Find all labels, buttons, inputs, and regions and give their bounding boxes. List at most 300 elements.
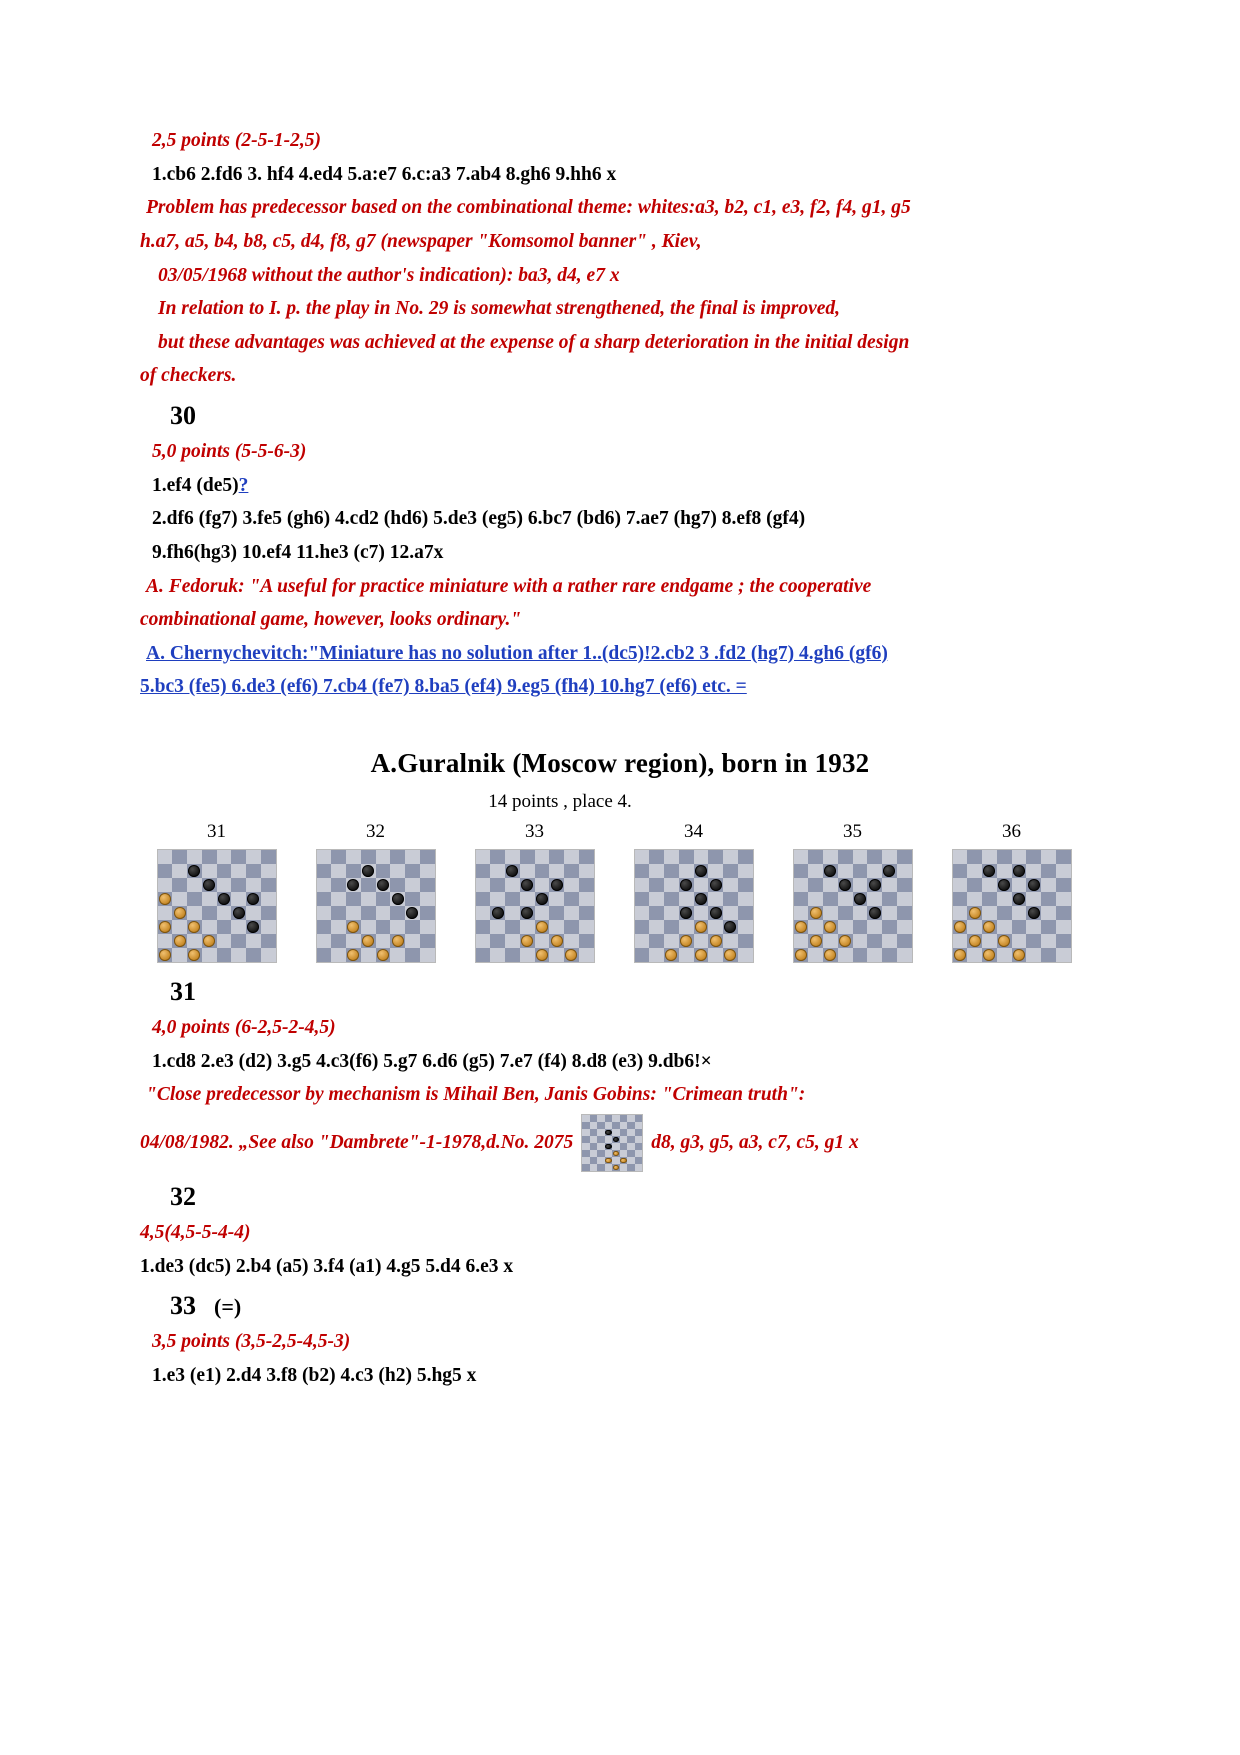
black-checker-piece (392, 893, 404, 904)
board-square (867, 920, 882, 934)
question-mark-30: ? (238, 474, 249, 496)
white-checker-piece (159, 921, 171, 932)
board-square (390, 920, 405, 934)
board-square (997, 892, 1012, 906)
board-square (476, 934, 491, 948)
white-checker-piece (188, 921, 200, 932)
board-square (376, 878, 391, 892)
board-square (897, 864, 912, 878)
board-square (520, 892, 535, 906)
board-square (627, 1129, 635, 1136)
black-checker-piece (1028, 907, 1040, 918)
board-square (982, 878, 997, 892)
board-square (535, 948, 550, 962)
board-square (549, 906, 564, 920)
board-square (708, 934, 723, 948)
board-square (535, 920, 550, 934)
problem-number-33-text: 33 (170, 1291, 196, 1321)
board-square (708, 920, 723, 934)
board-square (635, 1129, 643, 1136)
board-square (627, 1164, 635, 1171)
board-square (317, 864, 332, 878)
board-square (476, 878, 491, 892)
checkers-board-32 (316, 849, 436, 963)
board-square (867, 906, 882, 920)
white-checker-piece (188, 949, 200, 960)
white-checker-piece (377, 949, 389, 960)
board-square (897, 878, 912, 892)
author-title: A.Guralnik (Moscow region), born in 1932 (370, 748, 870, 778)
white-checker-piece (565, 949, 577, 960)
board-square (420, 906, 435, 920)
board-square (882, 850, 897, 864)
diagram-32 (309, 821, 442, 963)
board-square (1056, 934, 1071, 948)
board-square (590, 1143, 598, 1150)
board-square (582, 1122, 590, 1129)
board-square (612, 1129, 620, 1136)
board-square (649, 892, 664, 906)
board-square (505, 920, 520, 934)
board-square (390, 892, 405, 906)
board-square (808, 920, 823, 934)
board-square (1012, 878, 1027, 892)
board-square (549, 850, 564, 864)
white-checker-piece (998, 935, 1010, 946)
board-square (579, 948, 594, 962)
board-square (217, 850, 232, 864)
board-square (649, 920, 664, 934)
board-square (346, 906, 361, 920)
board-square (1041, 864, 1056, 878)
move-line-30-3: 9.fh6(hg3) 10.ef4 11.he3 (c7) 12.a7x (152, 541, 444, 563)
board-square (331, 878, 346, 892)
board-square (564, 878, 579, 892)
board-square (361, 864, 376, 878)
comment-line-29-2: h.a7, a5, b4, b8, c5, d4, f8, g7 (newspaper "Komsomol banner" , Kiev, (140, 230, 702, 252)
board-square (158, 906, 173, 920)
black-checker-piece (695, 893, 707, 904)
board-square (158, 948, 173, 962)
board-square (897, 920, 912, 934)
board-square (694, 850, 709, 864)
board-square (635, 892, 650, 906)
board-square (582, 1150, 590, 1157)
board-square (738, 864, 753, 878)
board-square (967, 878, 982, 892)
board-square (823, 920, 838, 934)
board-square (597, 1129, 605, 1136)
points-line-33: 3,5 points (3,5-2,5-4,5-3) (152, 1331, 351, 1353)
board-square (405, 906, 420, 920)
board-square (331, 906, 346, 920)
board-square (967, 934, 982, 948)
board-square (997, 864, 1012, 878)
black-checker-piece (247, 893, 259, 904)
board-square (635, 1150, 643, 1157)
board-square (708, 864, 723, 878)
board-square (317, 878, 332, 892)
board-square (953, 892, 968, 906)
board-square (664, 906, 679, 920)
white-checker-piece (983, 949, 995, 960)
board-square (476, 850, 491, 864)
board-square (953, 878, 968, 892)
board-square (808, 906, 823, 920)
board-square (882, 864, 897, 878)
board-square (635, 1157, 643, 1164)
board-square (1012, 920, 1027, 934)
board-square (708, 892, 723, 906)
board-square (635, 1115, 643, 1122)
white-checker-piece (695, 949, 707, 960)
board-square (405, 948, 420, 962)
board-square (361, 906, 376, 920)
board-square (261, 948, 276, 962)
comment-line-29-5: but these advantages was achieved at the expense of a sharp deterioration in the initial design (158, 331, 910, 353)
white-checker-piece (983, 921, 995, 932)
board-square (649, 878, 664, 892)
board-square (579, 920, 594, 934)
blue-line-30-2: 5.bc3 (fe5) 6.de3 (ef6) 7.cb4 (fe7) 8.ba5 (ef4) 9.eg5 (fh4) 10.hg7 (ef6) etc. = (140, 676, 747, 698)
black-checker-piece (1013, 865, 1025, 876)
board-square (361, 934, 376, 948)
board-square (490, 948, 505, 962)
board-square (579, 892, 594, 906)
move-line-30-1 (140, 471, 1100, 501)
board-square (158, 850, 173, 864)
board-square (838, 920, 853, 934)
board-square (202, 920, 217, 934)
board-square (582, 1129, 590, 1136)
black-checker-piece (1028, 879, 1040, 890)
diagram-34 (627, 821, 760, 963)
board-square (694, 948, 709, 962)
board-square (605, 1150, 613, 1157)
white-checker-piece (969, 907, 981, 918)
black-checker-piece (605, 1130, 611, 1136)
white-checker-piece (1013, 949, 1025, 960)
black-checker-piece (406, 907, 418, 918)
points-line-29: 2,5 points (2-5-1-2,5) (152, 130, 321, 151)
board-square (1056, 906, 1071, 920)
black-checker-piece (854, 893, 866, 904)
board-square (679, 892, 694, 906)
board-square (738, 920, 753, 934)
board-square (967, 850, 982, 864)
board-square (612, 1136, 620, 1143)
black-checker-piece (983, 865, 995, 876)
board-square (505, 948, 520, 962)
board-square (590, 1164, 598, 1171)
board-square (627, 1150, 635, 1157)
white-checker-piece (824, 921, 836, 932)
problem-33-equals: (=) (214, 1294, 242, 1320)
board-square (794, 920, 809, 934)
checkers-board-36 (952, 849, 1072, 963)
move-line-32: 1.de3 (dc5) 2.b4 (a5) 3.f4 (a1) 4.g5 5.d4 6.e3 x (140, 1255, 514, 1277)
board-square (664, 920, 679, 934)
board-square (612, 1122, 620, 1129)
black-checker-piece (869, 879, 881, 890)
board-square (897, 906, 912, 920)
diagram-row (150, 821, 1100, 963)
board-square (346, 850, 361, 864)
board-square (808, 878, 823, 892)
board-square (853, 948, 868, 962)
board-square (346, 878, 361, 892)
board-square (694, 892, 709, 906)
board-square (579, 878, 594, 892)
board-square (708, 878, 723, 892)
board-square (535, 892, 550, 906)
board-square (172, 906, 187, 920)
board-square (202, 878, 217, 892)
board-square (246, 920, 261, 934)
board-square (202, 864, 217, 878)
board-square (679, 920, 694, 934)
problem-number-32: 32 (170, 1181, 196, 1211)
board-square (187, 878, 202, 892)
board-square (317, 906, 332, 920)
board-square (1041, 934, 1056, 948)
board-square (490, 892, 505, 906)
board-square (520, 864, 535, 878)
board-square (867, 934, 882, 948)
board-square (505, 892, 520, 906)
board-square (794, 948, 809, 962)
board-square (376, 920, 391, 934)
white-checker-piece (536, 949, 548, 960)
board-square (808, 864, 823, 878)
board-square (535, 850, 550, 864)
board-square (794, 906, 809, 920)
white-checker-piece (680, 935, 692, 946)
board-square (723, 850, 738, 864)
board-square (1041, 948, 1056, 962)
black-checker-piece (362, 865, 374, 876)
board-square (158, 920, 173, 934)
board-square (490, 850, 505, 864)
board-square (535, 878, 550, 892)
board-square (1056, 864, 1071, 878)
board-square (738, 850, 753, 864)
move-text-30-1: 1.ef4 (de5) (152, 474, 239, 496)
checkers-board-34 (634, 849, 754, 963)
board-square (853, 864, 868, 878)
board-square (967, 864, 982, 878)
points-line-30: 5,0 points (5-5-6-3) (152, 441, 307, 462)
board-square (346, 864, 361, 878)
problem-number-33 (170, 1291, 1100, 1321)
comment-line-31: "Close predecessor by mechanism is Mihail Ben, Janis Gobins: "Crimean truth": (146, 1084, 806, 1106)
board-square (723, 864, 738, 878)
board-square (694, 864, 709, 878)
white-checker-piece (159, 893, 171, 904)
board-square (564, 948, 579, 962)
board-square (635, 920, 650, 934)
diagram-label-35: 35 (843, 821, 862, 842)
points-line-32: 4,5(4,5-5-4-4) (140, 1221, 251, 1243)
board-square (649, 864, 664, 878)
author-subtitle: 14 points , place 4. (488, 791, 632, 812)
board-square (582, 1136, 590, 1143)
board-square (1056, 850, 1071, 864)
board-square (664, 878, 679, 892)
board-square (997, 878, 1012, 892)
board-square (535, 934, 550, 948)
board-square (694, 878, 709, 892)
board-square (794, 864, 809, 878)
board-square (612, 1115, 620, 1122)
black-checker-piece (218, 893, 230, 904)
board-square (838, 906, 853, 920)
board-square (390, 948, 405, 962)
board-square (605, 1157, 613, 1164)
board-square (982, 948, 997, 962)
board-square (490, 864, 505, 878)
black-checker-piece (506, 865, 518, 876)
board-square (202, 850, 217, 864)
board-square (590, 1150, 598, 1157)
predecessor-line-31 (140, 1114, 1100, 1172)
board-square (405, 878, 420, 892)
board-square (420, 864, 435, 878)
board-square (838, 934, 853, 948)
board-square (172, 934, 187, 948)
board-square (620, 1115, 628, 1122)
board-square (172, 948, 187, 962)
board-square (620, 1150, 628, 1157)
board-square (1041, 920, 1056, 934)
board-square (635, 850, 650, 864)
black-checker-piece (839, 879, 851, 890)
board-square (490, 878, 505, 892)
comment-line-29-3: 03/05/1968 without the author's indication): ba3, d4, e7 x (158, 264, 620, 286)
board-square (317, 892, 332, 906)
white-checker-piece (203, 935, 215, 946)
diagram-31 (150, 821, 283, 963)
black-checker-piece (680, 879, 692, 890)
board-square (420, 892, 435, 906)
board-square (172, 864, 187, 878)
board-square (420, 948, 435, 962)
board-square (882, 920, 897, 934)
board-square (172, 892, 187, 906)
board-square (564, 864, 579, 878)
board-square (1026, 920, 1041, 934)
white-checker-piece (551, 935, 563, 946)
board-square (582, 1115, 590, 1122)
black-checker-piece (233, 907, 245, 918)
board-square (620, 1164, 628, 1171)
checkers-board-35 (793, 849, 913, 963)
board-square (520, 850, 535, 864)
board-square (708, 850, 723, 864)
board-square (317, 920, 332, 934)
diagram-label-31: 31 (207, 821, 226, 842)
board-square (420, 850, 435, 864)
board-square (246, 892, 261, 906)
comment-line-29-6: of checkers. (140, 365, 237, 387)
points-line-31: 4,0 points (6-2,5-2-4,5) (152, 1017, 336, 1038)
board-square (1026, 864, 1041, 878)
board-square (605, 1129, 613, 1136)
board-square (405, 864, 420, 878)
board-square (679, 878, 694, 892)
board-square (261, 892, 276, 906)
black-checker-piece (998, 879, 1010, 890)
board-square (187, 892, 202, 906)
board-square (390, 878, 405, 892)
white-checker-piece (521, 935, 533, 946)
board-square (187, 906, 202, 920)
board-square (620, 1136, 628, 1143)
board-square (231, 920, 246, 934)
diagram-label-34: 34 (684, 821, 703, 842)
board-square (723, 948, 738, 962)
board-square (1012, 934, 1027, 948)
white-checker-piece (724, 949, 736, 960)
board-square (1012, 906, 1027, 920)
board-square (1056, 878, 1071, 892)
board-square (897, 934, 912, 948)
board-square (1056, 948, 1071, 962)
board-square (261, 920, 276, 934)
board-square (882, 878, 897, 892)
board-square (231, 948, 246, 962)
board-square (627, 1136, 635, 1143)
board-square (505, 864, 520, 878)
board-square (172, 878, 187, 892)
board-square (597, 1157, 605, 1164)
board-square (738, 906, 753, 920)
board-square (549, 934, 564, 948)
white-checker-piece (710, 935, 722, 946)
board-square (217, 906, 232, 920)
board-square (346, 892, 361, 906)
board-square (635, 1122, 643, 1129)
board-square (664, 934, 679, 948)
board-square (635, 934, 650, 948)
white-checker-piece (795, 949, 807, 960)
white-checker-piece (954, 921, 966, 932)
board-square (405, 920, 420, 934)
board-square (217, 864, 232, 878)
board-square (261, 878, 276, 892)
black-checker-piece (710, 879, 722, 890)
board-square (1056, 920, 1071, 934)
board-square (597, 1143, 605, 1150)
board-square (794, 934, 809, 948)
black-checker-piece (247, 921, 259, 932)
board-square (723, 920, 738, 934)
board-square (187, 850, 202, 864)
board-square (1012, 892, 1027, 906)
board-square (723, 934, 738, 948)
board-square (620, 1129, 628, 1136)
black-checker-piece (824, 865, 836, 876)
board-square (564, 920, 579, 934)
board-square (953, 934, 968, 948)
board-square (635, 906, 650, 920)
board-square (953, 920, 968, 934)
board-square (635, 864, 650, 878)
board-square (202, 934, 217, 948)
board-square (1026, 892, 1041, 906)
board-square (361, 850, 376, 864)
board-square (679, 934, 694, 948)
